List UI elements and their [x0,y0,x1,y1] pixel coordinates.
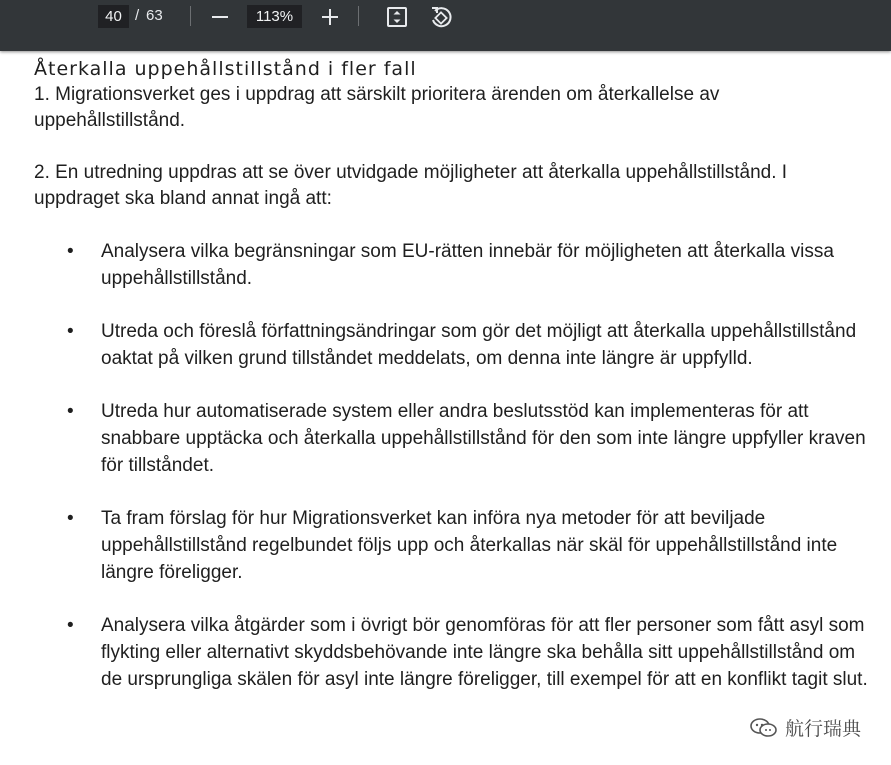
bullet-text: Ta fram förslag för hur Migrationsverket kan införa nya metoder för att beviljade uppehållstillstånd regelbundet följs upp och återkallas när skäl för uppehållstillstånd inte längre föreligger. [101,508,838,583]
zoom-out-button[interactable] [206,3,234,31]
fit-to-page-button[interactable] [383,3,411,31]
toolbar-divider [190,6,191,26]
bullet-item [34,505,881,586]
bullet-dot: • [67,508,74,529]
paragraph-1: 1. Migrationsverket ges i uppdrag att särskilt prioritera ärenden om återkallelse av uppehållstillstånd. [34,84,720,131]
total-pages: 63 [146,7,163,24]
page-separator: / [135,7,140,24]
fit-page-icon [383,3,411,31]
bullet-text: Utreda och föreslå författningsändringar som gör det möjligt att återkalla uppehållstillstånd oaktat på vilken grund tillståndet meddelats, om denna inte längre är uppfylld. [101,321,857,369]
zoom-input[interactable] [247,5,302,28]
section-heading: Återkalla uppehållstillstånd i fler fall [34,58,417,80]
bullet-dot: • [67,401,74,422]
bullet-text: Analysera vilka åtgärder som i övrigt bör genomföras för att fler personer som fått asyl som flykting eller alternativt skyddsbehövande inte längre ska behålla sitt uppehållstillstånd om de ursprungliga skälen för asyl inte längre föreligger, till exempel för att en konflikt tagit slut. [101,615,868,690]
paragraph-2: 2. En utredning uppdras att se över utvidgade möjligheter att återkalla uppehållstillstånd. I uppdraget ska bland annat ingå att: [34,162,788,209]
wechat-logo-icon [749,717,779,739]
rotate-icon [427,3,455,31]
toolbar-divider [358,6,359,26]
plus-icon [316,3,344,31]
bullet-dot: • [67,615,74,636]
bullet-dot: • [67,241,74,262]
watermark-text: 航行瑞典 [784,718,861,740]
bullet-text: Analysera vilka begränsningar som EU-rätten innebär för möjligheten att återkalla vissa uppehållstillstånd. [101,241,834,289]
bullet-item [34,318,881,372]
bullet-item [34,238,861,292]
bullet-item [34,612,881,693]
pdf-toolbar [0,0,891,51]
bullet-list [34,238,874,693]
bullet-dot: • [67,321,74,342]
bullet-item [34,398,881,479]
document-page [34,56,874,693]
rotate-button[interactable] [427,3,455,31]
page-number-input[interactable] [98,5,129,28]
bullet-text: Utreda hur automatiserade system eller andra beslutsstöd kan implementeras för att snabbare upptäcka och återkalla uppehållstillstånd för den som inte längre uppfyller kraven för tillståndet. [101,401,866,476]
wechat-watermark [749,714,861,741]
zoom-in-button[interactable] [316,3,344,31]
minus-icon [206,3,234,31]
